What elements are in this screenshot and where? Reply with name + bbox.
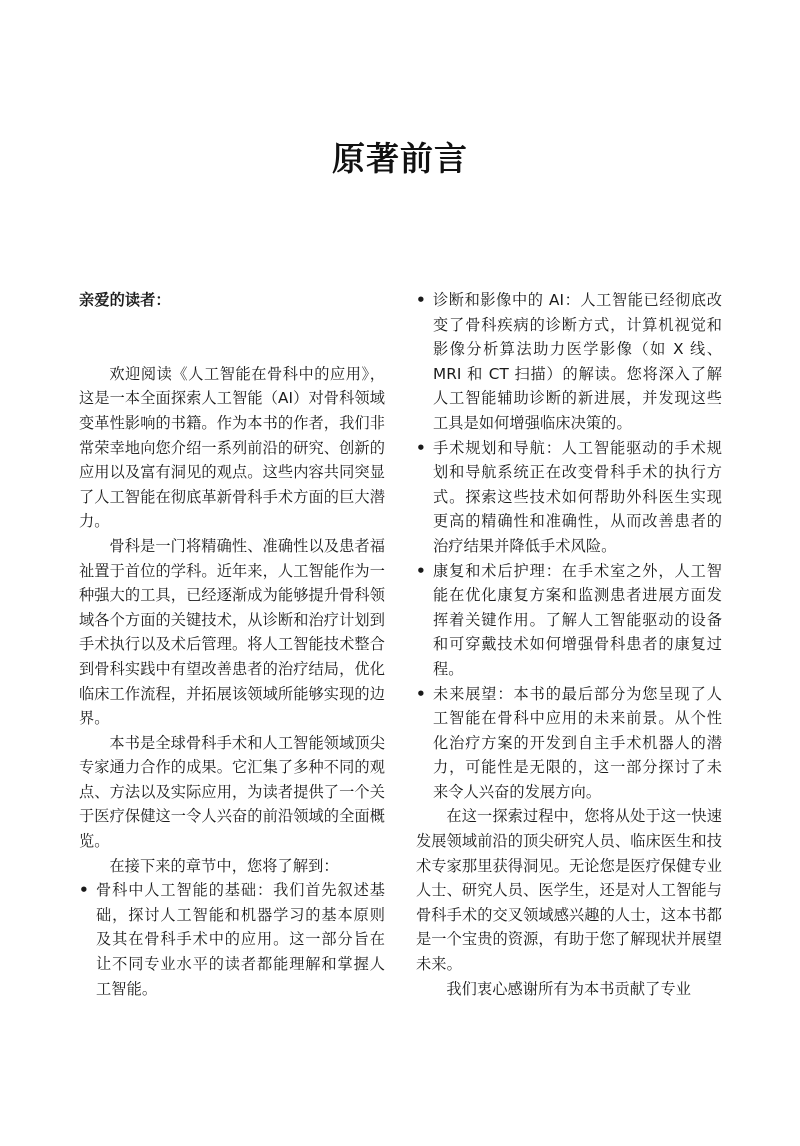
list-item-text: 康复和术后护理：在手术室之外，人工智能在优化康复方案和监测患者进展方面发挥着关键作用。了解人工智能驱动的设备和可穿戴技术如何增强骨科患者的康复过程。 — [433, 561, 722, 678]
list-item — [416, 288, 722, 436]
bullet-icon: • — [416, 291, 426, 309]
bullet-list-left — [79, 878, 385, 1001]
paragraph-collaboration: 本书是全球骨科手术和人工智能领域顶尖专家通力合作的成果。它汇集了多种不同的观点、方法以及实际应用，为读者提供了一个关于医疗保健这一令人兴奋的前沿领域的全面概览。 — [79, 733, 385, 851]
paragraph-chapters-lead: 在接下来的章节中，您将了解到： — [109, 856, 339, 875]
list-item — [416, 559, 722, 682]
bullet-icon: • — [416, 561, 426, 580]
greeting: 亲爱的读者： — [79, 291, 171, 309]
bullet-icon: • — [79, 881, 89, 900]
bullet-icon: • — [416, 684, 426, 703]
list-item — [79, 878, 385, 1001]
spacer — [79, 337, 385, 362]
left-column — [79, 288, 385, 1001]
list-item-text: 手术规划和导航：人工智能驱动的手术规划和导航系统正在改变骨科手术的执行方式。探索这些技术如何帮助外科医生实现更高的精确性和准确性，从而改善患者的治疗结果并降低手术风险。 — [433, 438, 722, 555]
list-item-text: 未来展望：本书的最后部分为您呈现了人工智能在骨科中应用的未来前景。从个性化治疗方案的开发到自主手术机器人的潜力，可能性是无限的，这一部分探讨了未来令人兴奋的发展方向。 — [433, 684, 722, 801]
bullet-list-right — [416, 288, 722, 804]
right-column — [416, 288, 722, 1001]
list-item-text: 诊断和影像中的 AI：人工智能已经彻底改变了骨科疾病的诊断方式，计算机视觉和影像分析算法助力医学影像（如 X 线、MRI 和 CT 扫描）的解读。您将深入了解人工智能辅助诊断的新进展，并发现这些工具是如何增强临床决策的。 — [433, 291, 722, 432]
list-item — [416, 682, 722, 805]
page-title: 原著前言 — [332, 139, 468, 178]
paragraph-insights: 在这一探索过程中，您将从处于这一快速发展领域前沿的顶尖研究人员、临床医生和技术专家那里获得洞见。无论您是医疗保健专业人士、研究人员、医学生，还是对人工智能与骨科手术的交叉领域感兴趣的人士，这本书都是一个宝贵的资源，有助于您了解现状并展望未来。 — [416, 807, 722, 974]
paragraph-intro: 欢迎阅读《人工智能在骨科中的应用》，这是一本全面探索人工智能（AI）对骨科领域变革性影响的书籍。作为本书的作者，我们非常荣幸地向您介绍一系列前沿的研究、创新的应用以及富有洞见的观点。这些内容共同突显了人工智能在彻底革新骨科手术方面的巨大潜力。 — [79, 364, 385, 531]
list-item-text: 骨科中人工智能的基础：我们首先叙述基础，探讨人工智能和机器学习的基本原则及其在骨科手术中的应用。这一部分旨在让不同专业水平的读者都能理解和掌握人工智能。 — [96, 881, 385, 998]
bullet-icon: • — [416, 438, 426, 457]
paragraph-orthopedics: 骨科是一门将精确性、准确性以及患者福祉置于首位的学科。近年来，人工智能作为一种强大的工具，已经逐渐成为能够提升骨科领域各个方面的关键技术，从诊断和治疗计划到手术执行以及术后管理。将人工智能技术整合到骨科实践中有望改善患者的治疗结局，优化临床工作流程，并拓展该领域所能够实现的边界。 — [79, 536, 385, 728]
paragraph-thanks: 我们衷心感谢所有为本书贡献了专业 — [446, 979, 691, 998]
list-item — [416, 436, 722, 559]
